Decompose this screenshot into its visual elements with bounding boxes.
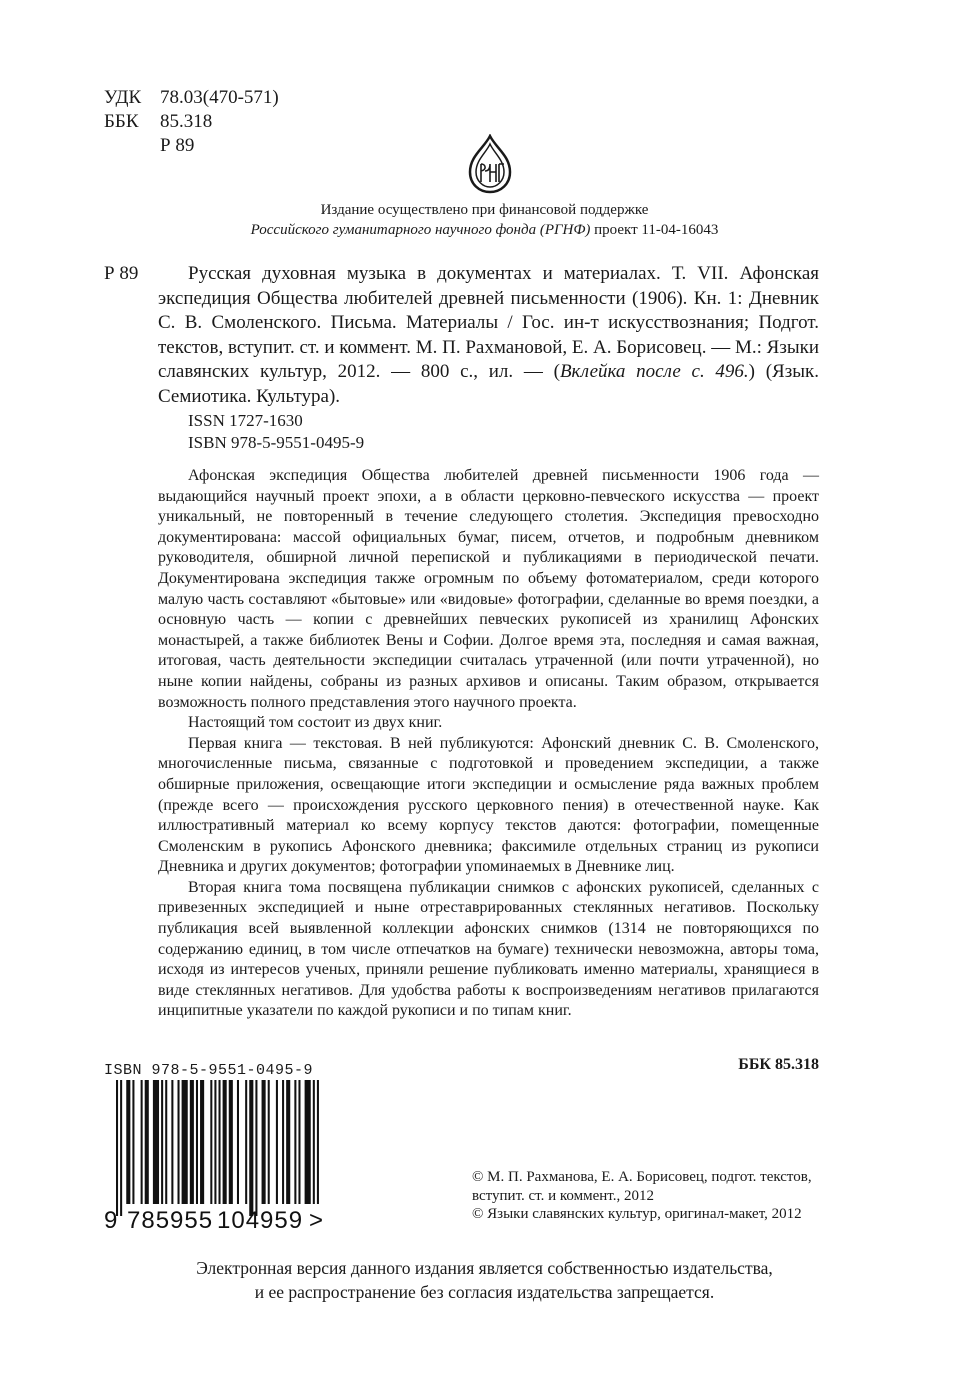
barcode-bar xyxy=(132,1080,134,1204)
copyright-line-2: © Языки славянских культур, оригинал-макет, 2012 xyxy=(472,1206,802,1222)
barcode-end-mark: > xyxy=(309,1207,324,1230)
barcode-bar xyxy=(219,1080,221,1204)
barcode-bar xyxy=(237,1080,239,1204)
barcode-bar xyxy=(214,1080,216,1204)
footer-line-2: и ее распространение без согласия издательства запрещается. xyxy=(254,1282,715,1302)
funding-project: проект 11-04-16043 xyxy=(590,222,719,238)
udk-value: 78.03(470-571) xyxy=(160,87,279,108)
barcode-bars xyxy=(116,1080,319,1216)
barcode-bar xyxy=(116,1080,118,1216)
classification-block xyxy=(104,86,279,158)
barcode-bar xyxy=(200,1080,204,1204)
funding-line-1: Издание осуществлено при финансовой поддержке xyxy=(320,202,649,218)
copyright-line-1: © М. П. Рахманова, Е. А. Борисовец, подгот. текстов, вступит. ст. и коммент., 2012 xyxy=(472,1169,812,1204)
barcode-bar xyxy=(313,1080,315,1204)
abstract xyxy=(158,466,819,1022)
isbn: ISBN 978-5-9551-0495-9 xyxy=(188,433,365,452)
bbk-bottom: ББК 85.318 xyxy=(738,1056,819,1073)
barcode-bar xyxy=(178,1080,180,1204)
barcode-bar xyxy=(305,1080,311,1204)
record-text-main: Русская духовная музыка в документах и материалах. Т. VII. Афонская экспедиция Общества любителей древней письменности (1906). Кн. 1: Дневник С. В. Смоленского. Письма. Материалы / Гос. ин-т искусствознания; Подгот. текстов, вступит. ст. и коммент. М. П. Рахмановой, Е. А. Борисовец. — М.: Языки славянских культур, 2012. — 800 с., ил. — ( xyxy=(158,263,819,382)
barcode-bar xyxy=(171,1080,173,1204)
funding-note xyxy=(0,200,969,240)
footer-line-1: Электронная версия данного издания является собственностью издательства, xyxy=(196,1258,773,1278)
barcode-bar xyxy=(182,1080,188,1204)
barcode-bar xyxy=(298,1080,300,1204)
rgnf-logo-icon xyxy=(466,134,514,194)
barcode xyxy=(104,1080,329,1230)
barcode-bar xyxy=(196,1080,198,1204)
barcode-bar xyxy=(141,1080,143,1204)
footer-notice xyxy=(0,1256,969,1304)
barcode-bar xyxy=(294,1080,296,1204)
barcode-bar xyxy=(268,1080,270,1204)
barcode-bar xyxy=(153,1080,159,1204)
bbk-value: 85.318 xyxy=(160,111,213,132)
abstract-paragraph: Вторая книга тома посвящена публикации снимков с афонских рукописей, сделанных с привезенных экспедицией и ныне отреставрированных стеклянных негативов. Поскольку публикация всей выявленной коллекции афонских снимков (1314 не повторяющихся по содержанию единиц, в том числе отпечатков на бумаге) технически невозможна, авторы тома, исходя из интересов ученых, приняли решение публиковать именно материалы, хранящиеся в виде стеклянных негативов. Для удобства работы к воспроизведениям негативов прилагаются инципитные указатели по каждой рукописи и по типам книг. xyxy=(158,878,819,1020)
copyright-block xyxy=(472,1168,832,1224)
barcode-bar xyxy=(255,1080,257,1216)
barcode-isbn-text: ISBN 978-5-9551-0495-9 xyxy=(104,1062,314,1079)
abstract-paragraph: Афонская экспедиция Общества любителей древней письменности 1906 года — выдающийся научный проект эпохи, а в области церковно-певческого искусства — проект уникальный, не повторенный в течение следующего столетия. Экспедиция превосходно документирована: массой официальных бумаг, писем, отчетов, и подробным дневником руководителя, обширной личной перепиской и публикациями в периодической печати. Документирована экспедиция также огромным по объему фотоматериалом, среди которого малую часть составляют «бытовые» или «видовые» фотографии, сделанные во время поездки, а основную часть — копии с древнейших певческих рукописей из хранилищ Афонских монастырей, а также библиотек Вены и Софии. Долгое время эта, последняя и самая важная, итоговая, часть деятельности экспедиции считалась утраченной (или почти утраченной), но ныне копии найдены, собраны из разных архивов и описаны. Таким образом, открывается возможность полного представления этого научного проекта. xyxy=(158,467,819,711)
identifiers-block xyxy=(188,410,364,454)
barcode-bar xyxy=(282,1080,284,1204)
barcode-bar xyxy=(120,1080,122,1216)
barcode-bar xyxy=(276,1080,278,1204)
author-code: Р 89 xyxy=(160,135,195,156)
barcode-group-2: 104959 xyxy=(217,1207,304,1230)
funding-line-2 xyxy=(0,220,969,240)
abstract-paragraph: Настоящий том состоит из двух книг. xyxy=(188,714,443,732)
record-text-end: ) (Язык. Семиотика. Культура). xyxy=(158,361,819,407)
bbk-label: ББК xyxy=(104,111,139,132)
record-code: Р 89 xyxy=(104,263,139,284)
barcode-bar xyxy=(286,1080,290,1204)
funding-org: Российского гуманитарного научного фонда (РГНФ) xyxy=(250,222,591,238)
barcode-bar xyxy=(249,1080,253,1216)
barcode-bar xyxy=(165,1080,167,1204)
barcode-bar xyxy=(190,1080,194,1204)
barcode-bar xyxy=(317,1080,319,1204)
record-text-italic: Вклейка после с. 496. xyxy=(559,361,749,382)
barcode-first-digit: 9 xyxy=(104,1207,118,1230)
issn: ISSN 1727-1630 xyxy=(188,411,303,430)
barcode-bar xyxy=(145,1080,149,1204)
barcode-bar xyxy=(126,1080,130,1204)
barcode-group-1: 785955 xyxy=(127,1207,214,1230)
barcode-bar xyxy=(161,1080,163,1204)
barcode-bar xyxy=(262,1080,266,1204)
barcode-bar xyxy=(210,1080,212,1204)
bibliographic-record xyxy=(158,262,819,409)
udk-label: УДК xyxy=(104,87,142,108)
barcode-bar xyxy=(245,1080,247,1204)
barcode-bar xyxy=(223,1080,227,1204)
abstract-paragraph: Первая книга — текстовая. В ней публикуются: Афонский дневник С. В. Смоленского, многочисленные письма, связанные с подготовкой и проведением экспедиции, а также обширные приложения, освещающие итоги экспедиции и осмысление ряда важных проблем (прежде всего — происхождения русского церковного пения) в отечественной науке. Как иллюстративный материал ко всему корпусу текстов даются: фотографии, помещенные Смоленским в рукопись Афонского дневника; факсимиле отдельных страниц из рукописи Дневника и других документов; фотографии упоминаемых в Дневнике лиц. xyxy=(158,734,819,876)
barcode-bar xyxy=(229,1080,233,1204)
